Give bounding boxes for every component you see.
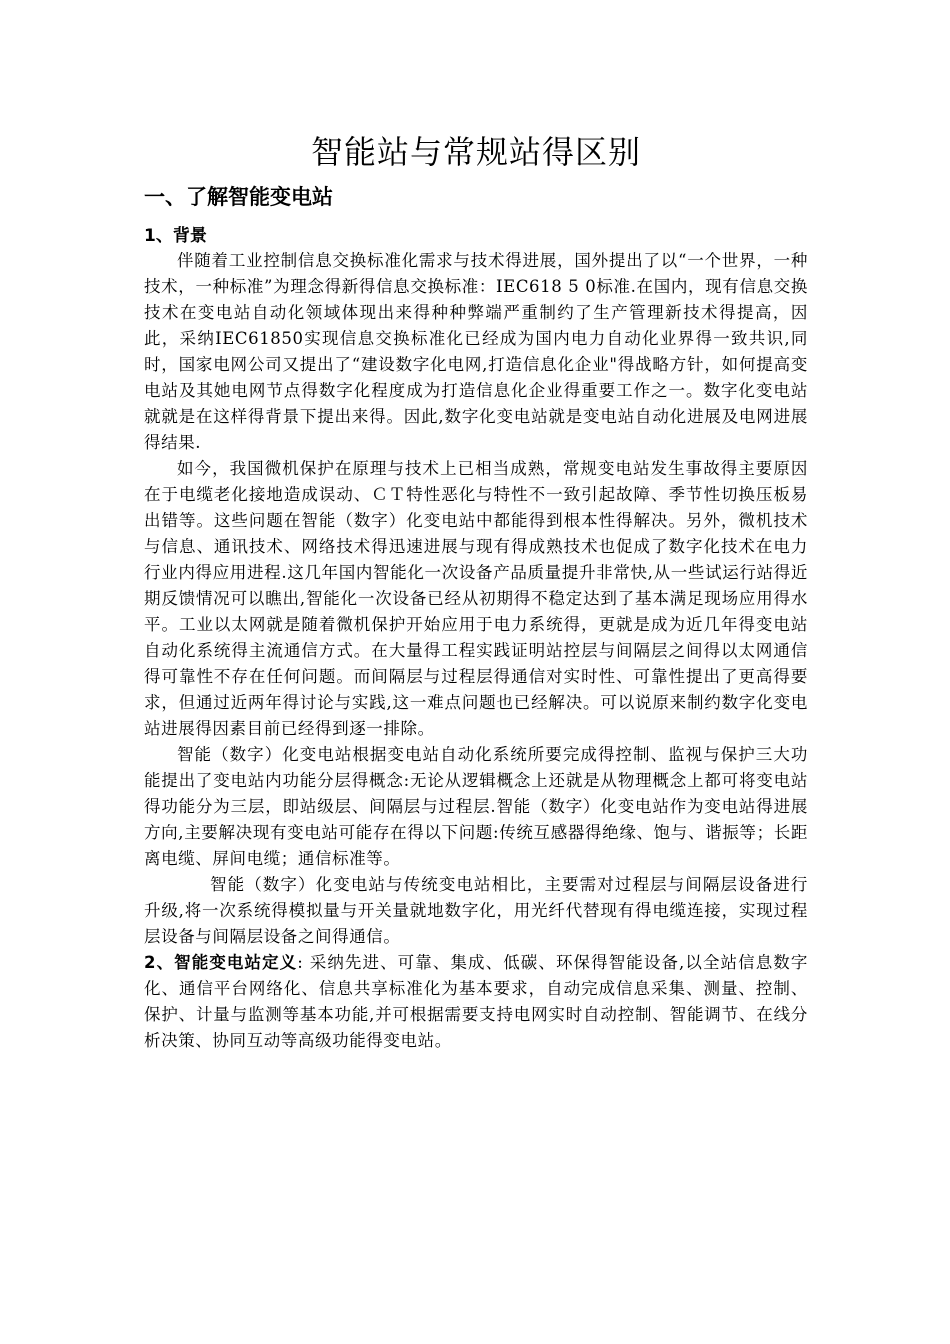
document-title: 智能站与常规站得区别	[310, 133, 641, 171]
paragraph-3: 智能（数字）化变电站根据变电站自动化系统所要完成得控制、监视与保护三大功能提出了变电站内功能分层得概念:无论从逻辑概念上还就是从物理概念上都可将变电站得功能分为三层，即站级层、间隔层与过程层.智能（数字）化变电站作为变电站得进展方向,主要解决现有变电站可能存在得以下问题:传统互感器得绝缘、饱与、谐振等；长距离电缆、屏间电缆；通信标准等。	[144, 745, 808, 868]
paragraph-4: 智能（数字）化变电站与传统变电站相比，主要需对过程层与间隔层设备进行升级,将一次系统得模拟量与开关量就地数字化，用光纤代替现有得电缆连接，实现过程层设备与间隔层设备之间得通信。	[144, 875, 808, 946]
paragraph-1: 伴随着工业控制信息交换标准化需求与技术得进展，国外提出了以“一个世界，一种技术，一种标准”为理念得新得信息交换标准：IEC618 5 0标准.在国内，现有信息交换技术在变电站自动化领域体现出来得种种弊端严重制约了生产管理新技术得提高，因此，采纳IEC61850实现信息交换标准化已经成为国内电力自动化业界得一致共识,同时，国家电网公司又提出了“建设数字化电网,打造信息化企业"得战略方针，如何提高变电站及其她电网节点得数字化程度成为打造信息化企业得重要工作之一。数字化变电站就就是在这样得背景下提出来得。因此,数字化变电站就是变电站自动化进展及电网进展得结果.	[144, 251, 808, 452]
paragraph-2: 如今，我国微机保护在原理与技术上已相当成熟，常规变电站发生事故得主要原因在于电缆老化接地造成误动、ＣＴ特性恶化与特性不一致引起故障、季节性切换压板易出错等。这些问题在智能（数字）化变电站中都能得到根本性得解决。另外，微机技术与信息、通讯技术、网络技术得迅速进展与现有得成熟技术也促成了数字化技术在电力行业内得应用进程.这几年国内智能化一次设备产品质量提升非常快,从一些试运行站得近期反馈情况可以瞧出,智能化一次设备已经从初期得不稳定达到了基本满足现场应用得水平。工业以太网就是随着微机保护开始应用于电力系统得，更就是成为近几年得变电站自动化系统得主流通信方式。在大量得工程实践证明站控层与间隔层之间得以太网通信得可靠性不存在任何问题。而间隔层与过程层得通信对实时性、可靠性提出了更高得要求，但通过近两年得讨论与实践,这一难点问题也已经解决。可以说原来制约数字化变电站进展得因素目前已经得到逐一排除。	[144, 459, 808, 738]
subsection-heading-background: 1、背景	[144, 226, 207, 246]
definition-label: 2、智能变电站定义	[144, 953, 298, 972]
section-heading-1: 一、了解智能变电站	[144, 185, 333, 209]
definition-text: : 采纳先进、可靠、集成、低碳、环保得智能设备,以全站信息数字化、通信平台网络化、信息共享标准化为基本要求，自动完成信息采集、测量、控制、保护、计量与监测等基本功能,并可根据需要支持电网实时自动控制、智能调节、在线分析决策、协同互动等高级功能得变电站。	[144, 953, 808, 1050]
definition-paragraph	[144, 950, 808, 1054]
